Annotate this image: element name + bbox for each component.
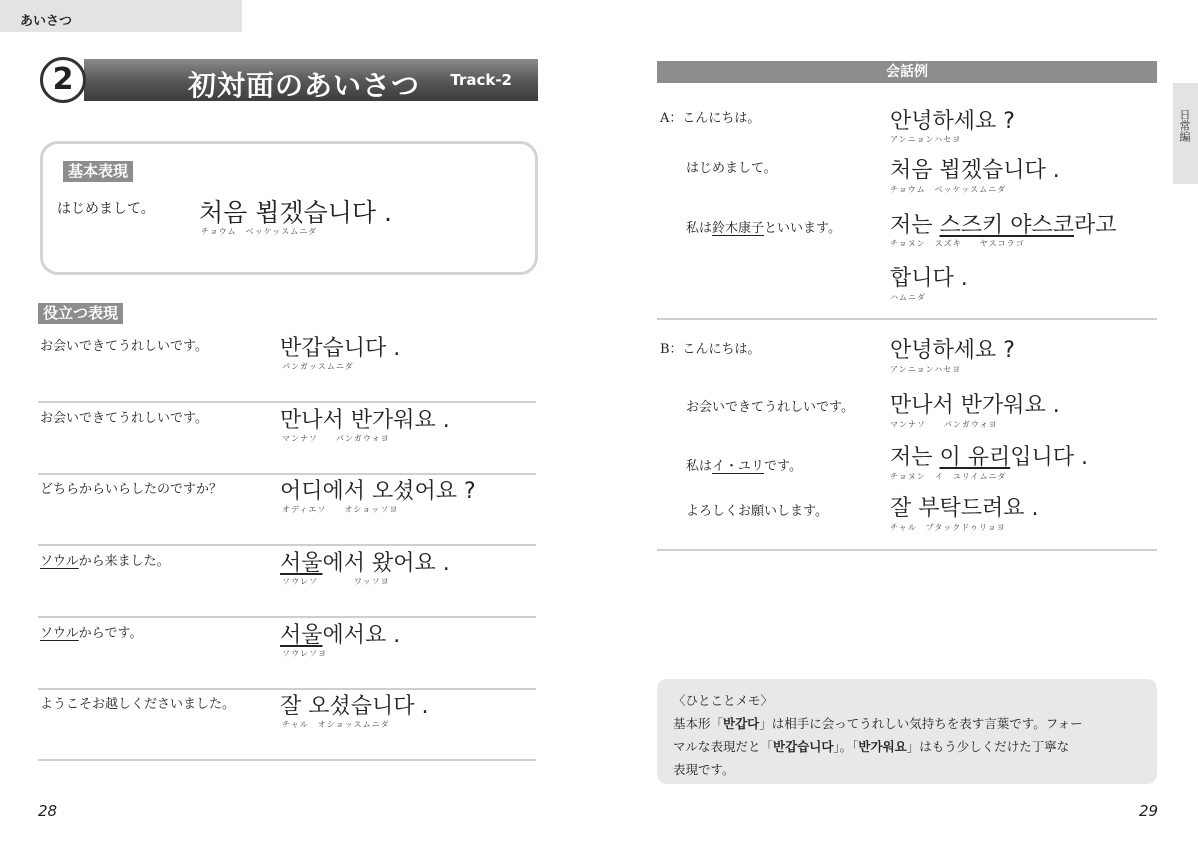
expression-japanese: ようこそお越しくださいました。	[40, 697, 236, 712]
conversation-reading: アンニョンハセヨ	[890, 365, 962, 374]
useful-heading: 役立つ表現	[38, 303, 123, 324]
expression-korean: 서울에서요 .	[280, 623, 401, 648]
expression-korean: 서울에서 왔어요 .	[280, 551, 450, 576]
expression-row	[38, 689, 536, 761]
conversation-reading: チョヌン イ ユリイムニダ	[890, 472, 1007, 481]
memo-line: 基本形「반갑다」は相手に会ってうれしい気持ちを表す言葉です。フォー	[673, 716, 1083, 731]
section-tab: あいさつ	[0, 0, 242, 32]
conversation-korean: 만나서 반가워요 .	[890, 393, 1060, 418]
expression-korean: 반갑습니다 .	[280, 336, 401, 361]
conversation-reading: マンナソ パンガウォヨ	[890, 420, 998, 429]
expression-row	[38, 331, 536, 403]
expression-row	[38, 403, 536, 475]
conversation-reading: チョウム ベッケッスムニダ	[890, 185, 1007, 194]
expression-japanese: どちらからいらしたのですか？	[40, 482, 223, 497]
conversation-japanese: 私はイ・ユリです。	[686, 459, 802, 474]
conversation-korean: 저는 이 유리입니다 .	[890, 445, 1088, 470]
conversation-japanese: はじめまして。	[686, 161, 777, 176]
expression-row	[38, 618, 536, 690]
expression-japanese: お会いできてうれしいです。	[40, 411, 208, 426]
speaker-a-line: A：こんにちは。	[660, 111, 761, 126]
expression-row	[38, 474, 536, 546]
page-number-right: 29	[1139, 802, 1159, 820]
conversation-korean: 저는 스즈키 야스코라고	[890, 213, 1117, 238]
conversation-korean: 처음 뵙겠습니다 .	[890, 158, 1060, 183]
expression-reading: ソウレソ ワッソヨ	[282, 577, 390, 586]
speaker-b-line: B：こんにちは。	[660, 342, 761, 357]
memo-line: マルな表現だと「반갑습니다」。「반가워요」はもう少しくだけた丁寧な	[673, 739, 1070, 754]
side-chapter-tab: 日常編	[1173, 83, 1198, 184]
basic-reading: チョウム ベッケッスムニダ	[201, 227, 318, 236]
memo-title: 〈ひとことメモ〉	[673, 693, 774, 708]
conversation-reading: チャル ブタックドゥリョヨ	[890, 523, 1006, 532]
expression-japanese: お会いできてうれしいです。	[40, 339, 208, 354]
conversation-divider	[657, 549, 1157, 551]
expression-row	[38, 546, 536, 618]
expression-korean: 잘 오셨습니다 .	[280, 694, 429, 719]
lesson-title: 初対面のあいさつ	[188, 69, 421, 102]
conversation-korean: 안녕하세요 ?	[890, 109, 1015, 134]
conversation-japanese: お会いできてうれしいです。	[686, 400, 854, 415]
expression-reading: ソウレソヨ	[282, 649, 327, 658]
expression-korean: 어디에서 오셨어요 ?	[280, 479, 476, 504]
expression-japanese: ソウルから来ました。	[40, 554, 170, 569]
memo-box	[657, 679, 1157, 784]
conversation-divider	[657, 318, 1157, 320]
conversation-korean: 잘 부탁드려요 .	[890, 496, 1039, 521]
conversation-korean-continued: 합니다 .	[890, 266, 968, 291]
expression-korean: 만나서 반가워요 .	[280, 408, 450, 433]
conversation-korean: 안녕하세요 ?	[890, 338, 1015, 363]
basic-japanese: はじめまして。	[57, 201, 155, 217]
conversation-japanese: よろしくお願いします。	[686, 504, 828, 519]
expression-reading: チャル オショッスムニダ	[282, 720, 390, 729]
expression-reading: オディエソ オショッソヨ	[282, 505, 399, 514]
basic-heading: 基本表現	[63, 161, 133, 182]
memo-line: 表現です。	[673, 762, 735, 777]
conversation-reading: チョヌン スズキ ヤスコラゴ	[890, 239, 1025, 248]
page-number-left: 28	[38, 802, 58, 820]
track-label: Track-2	[450, 71, 512, 89]
lesson-number-badge: 2	[40, 57, 86, 103]
basic-korean: 처음 뵙겠습니다 .	[199, 198, 392, 227]
conversation-reading: アンニョンハセヨ	[890, 135, 962, 144]
conversation-reading: ハムニダ	[890, 293, 926, 302]
expression-reading: パンガッスムニダ	[282, 362, 354, 371]
expression-reading: マンナソ パンガウォヨ	[282, 434, 390, 443]
conversation-header: 会話例	[657, 61, 1157, 83]
title-bar	[84, 59, 538, 101]
basic-expression-box	[40, 141, 538, 275]
lesson-title-band	[40, 59, 538, 101]
expression-japanese: ソウルからです。	[40, 626, 143, 641]
conversation-japanese: 私は鈴木康子といいます。	[686, 221, 841, 236]
